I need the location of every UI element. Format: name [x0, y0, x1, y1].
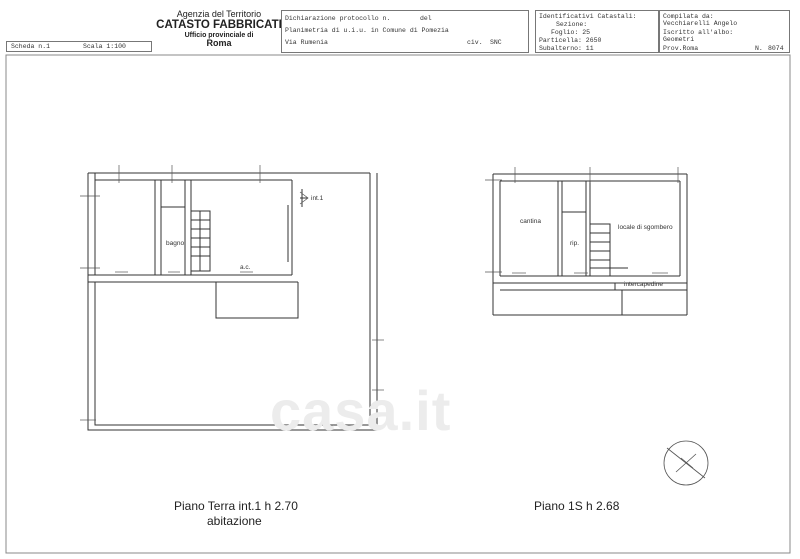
room-label-ac: a.c. [240, 264, 251, 271]
civ-label: civ. [467, 39, 483, 46]
identificativi-title: Identificativi Catastali: [539, 13, 637, 20]
province-name: Roma [206, 37, 232, 48]
catasto-title: CATASTO FABBRICATI [156, 19, 282, 32]
albo-value: Geometri [663, 36, 695, 43]
particella: Particella: 2650 [539, 37, 602, 44]
room-label-rip: rip. [570, 240, 580, 247]
room-label-int1: int.1 [311, 195, 324, 202]
registration-number: 8074 [768, 45, 784, 52]
sezione: Sezione: [556, 21, 588, 28]
compilata-label: Compilata da: [663, 13, 714, 20]
province-code: Prov.Roma [663, 45, 699, 52]
scheda-number: Scheda n.1 [11, 43, 51, 50]
room-label-bagno: bagno [166, 240, 185, 247]
protocol-label: Dichiarazione protocollo n. [285, 15, 391, 22]
street-address: Via Rumenia [285, 39, 328, 46]
room-label-cantina: cantina [520, 218, 541, 225]
caption-piano-1s: Piano 1S h 2.68 [534, 499, 620, 513]
caption-abitazione: abitazione [207, 514, 262, 528]
sheet-border [6, 55, 790, 553]
compiler-name: Vecchiarelli Angelo [663, 20, 738, 27]
basement-door-marks [485, 167, 678, 273]
subalterno: Subalterno: 11 [539, 45, 594, 52]
basement-plan [493, 174, 687, 315]
planimetria-label: Planimetria di u.i.u. in Comune di Pomezia [285, 27, 449, 34]
watermark: casa.it [270, 379, 452, 442]
registration-n-label: N. [755, 45, 763, 52]
north-arrow-icon [664, 441, 708, 485]
scale: Scala 1:100 [83, 43, 126, 50]
foglio: Foglio: 25 [551, 29, 591, 36]
caption-piano-terra: Piano Terra int.1 h 2.70 [174, 499, 298, 513]
room-label-sgombero: locale di sgombero [618, 224, 673, 231]
albo-label: Iscritto all'albo: [663, 29, 734, 36]
protocol-date-label: del [420, 15, 432, 22]
civ-value: SNC [490, 39, 502, 46]
agency-name: Agenzia del Territorio [176, 9, 262, 19]
room-label-intercapedine: intercapedine [624, 281, 664, 288]
ufficio-label: Ufficio provinciale di [184, 31, 254, 39]
